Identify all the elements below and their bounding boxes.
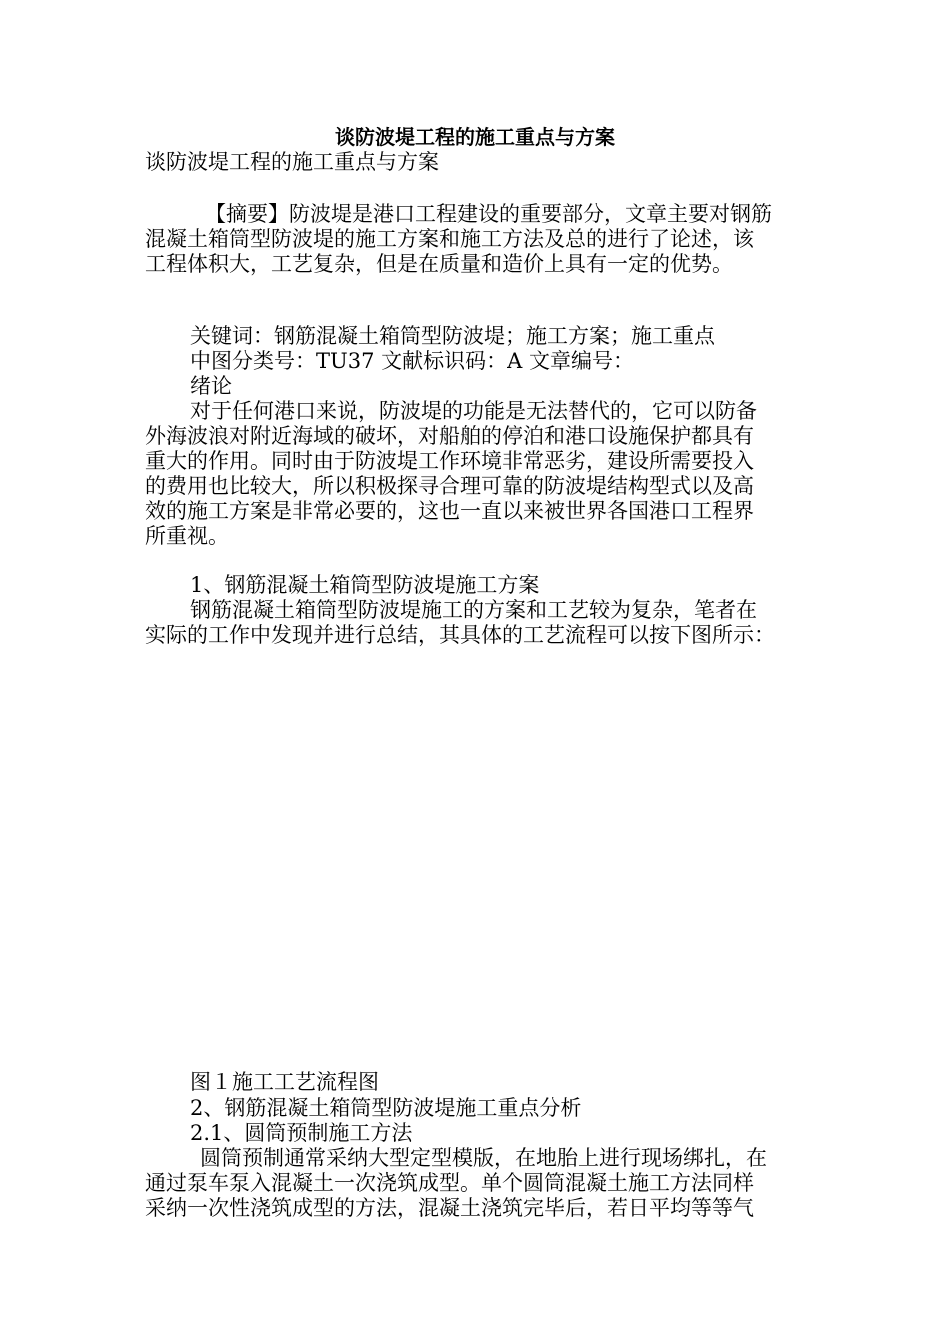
intro-line: 所重视。 bbox=[145, 524, 229, 548]
abstract-line: 工程体积大，工艺复杂，但是在质量和造价上具有一定的优势。 bbox=[145, 252, 733, 276]
intro-line: 外海波浪对附近海域的破坏，对船舶的停泊和港口设施保护都具有 bbox=[145, 424, 754, 448]
section1-line: 钢筋混凝土箱筒型防波堤施工的方案和工艺较为复杂，笔者在 bbox=[190, 598, 757, 622]
section21-line: 圆筒预制通常采纳大型定型模版，在地胎上进行现场绑扎，在 bbox=[200, 1146, 767, 1170]
intro-line: 的费用也比较大，所以积极探寻合理可靠的防波堤结构型式以及高 bbox=[145, 474, 754, 498]
classification: 中图分类号：TU37 文献标识码：A 文章编号： bbox=[190, 349, 634, 373]
figure-caption: 图１施工工艺流程图 bbox=[190, 1070, 379, 1094]
section1-line: 实际的工作中发现并进行总结，其具体的工艺流程可以按下图所示： bbox=[145, 623, 775, 647]
document-title: 谈防波堤工程的施工重点与方案 bbox=[335, 125, 615, 149]
section2-heading: 2、钢筋混凝土箱筒型防波堤施工重点分析 bbox=[190, 1096, 582, 1120]
section21-line: 采纳一次性浇筑成型的方法，混凝土浇筑完毕后，若日平均等等气 bbox=[145, 1196, 754, 1220]
intro-line: 对于任何港口来说，防波堤的功能是无法替代的，它可以防备 bbox=[190, 399, 757, 423]
figure-placeholder bbox=[145, 660, 805, 1060]
intro-heading: 绪论 bbox=[190, 374, 232, 398]
intro-line: 重大的作用。同时由于防波堤工作环境非常恶劣，建设所需要投入 bbox=[145, 449, 754, 473]
abstract-line: 混凝土箱筒型防波堤的施工方案和施工方法及总的进行了论述，该 bbox=[145, 227, 754, 251]
section21-line: 通过泵车泵入混凝土一次浇筑成型。单个圆筒混凝土施工方法同样 bbox=[145, 1171, 754, 1195]
keywords: 关键词：钢筋混凝土箱筒型防波堤；施工方案；施工重点 bbox=[190, 324, 715, 348]
section21-heading: 2.1、圆筒预制施工方法 bbox=[190, 1121, 413, 1145]
document-subtitle: 谈防波堤工程的施工重点与方案 bbox=[145, 150, 439, 174]
intro-line: 效的施工方案是非常必要的，这也一直以来被世界各国港口工程界 bbox=[145, 499, 754, 523]
abstract-line: 【摘要】防波堤是港口工程建设的重要部分，文章主要对钢筋 bbox=[205, 202, 772, 226]
section1-heading: 1、钢筋混凝土箱筒型防波堤施工方案 bbox=[190, 573, 540, 597]
